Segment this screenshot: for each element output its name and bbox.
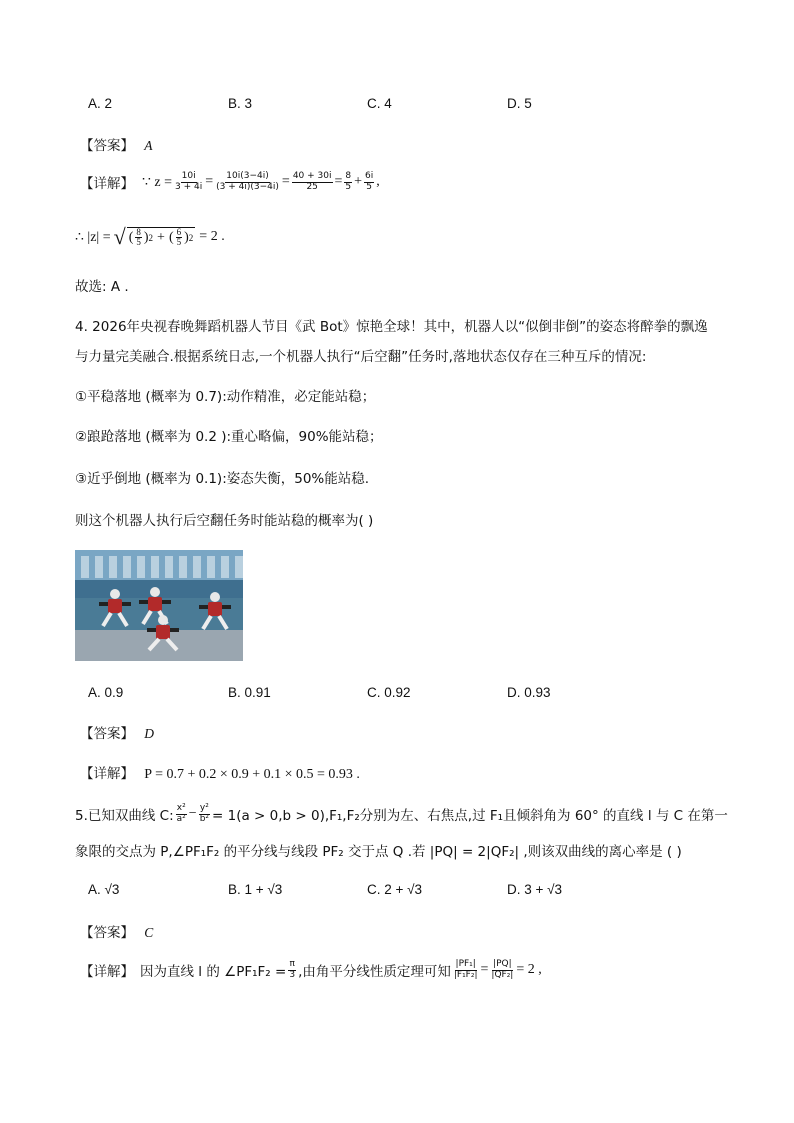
step2-result: = 2 . [199,229,225,244]
detail-label: 【详解】 [80,964,134,980]
answer-value: C [144,925,154,940]
q5-stem-rest: = 1(a > 0,b > 0),F₁,F₂分别为左、右焦点,过 F₁且倾斜角为 60° 的直线 l 与 C 在第一 [212,808,728,824]
q3-option-d: D. 5 [507,96,532,111]
robot-dance-photo [75,550,243,661]
fraction: $\frac{\text{|PF₁|}}{\text{|F₁F₂|}}$ [453,959,478,980]
fraction: $\frac{\text{x²}}{\text{a²}}$ [176,803,186,824]
q4-option-a: A. 0.9 [88,685,124,700]
q4-detail-row [80,762,360,783]
q5-option-b: B. 1 + √3 [228,882,283,897]
fraction: $\frac{\text{y²}}{\text{b²}}$ [199,803,210,824]
q3-detail-step2: ∴ |z| = √ ( $\frac{8}{5}$ ) 2 + ( $\frac{6}{5}$ ) 2 = 2 . [75,224,225,249]
q3-conclusion: 故选: A . [75,279,129,295]
fraction: $\frac{40 + 30i}{25}$ [292,171,332,192]
q3-option-b: B. 3 [228,96,253,111]
q5-option-a: A. √3 [88,882,120,897]
q4-case-3: ③近乎倒地 (概率为 0.1):姿态失衡，50%能站稳. [75,471,370,487]
step2-prefix: ∴ |z| = [75,229,111,245]
q5-stem-line1: 5.已知双曲线 C: $\frac{\text{x²}}{\text{a²}}$ − $\frac{\text{y²}}{\text{b²}}$ = 1(a > 0,b > 0),F₁,F₂分别为左、右焦点,过 F₁且倾斜角为 60° 的直线 l 与 C 在第一 [75,803,728,824]
q4-option-b: B. 0.91 [228,685,271,700]
q4-option-d: D. 0.93 [507,685,551,700]
q4-case-1: ①平稳落地 (概率为 0.7):动作精准，必定能站稳； [75,389,376,405]
detail-label: 【详解】 [80,766,134,782]
fraction: $\frac{10i}{3 + 4i}$ [175,171,203,192]
q4-stem-line2: 与力量完美融合.根据系统日志,一个机器人执行“后空翻”任务时,落地状态仅存在三种互斥的情况: [75,349,647,365]
answer-label: 【答案】 [80,726,134,742]
q5-option-c: C. 2 + √3 [367,882,423,897]
q3-detail-step1: 【详解】 ∵ z = $\frac{10i}{3 + 4i}$ = $\frac{10i(3-4i)}{(3 + 4i)(3-4i)}$ = $\frac{40 + 30i}{25}$ = $\frac{8}{5}$ + $\frac{6i}{5}$ , [80,171,380,192]
q3-answer-row [80,134,153,154]
answer-label: 【答案】 [80,138,134,154]
q3-option-c: C. 4 [367,96,392,111]
q5-detail-end: = 2 , [516,962,542,977]
q4-answer-row [80,722,154,742]
fraction: $\frac{|PQ|}{\text{|QF₂|}}$ [491,959,514,980]
answer-value: D [144,726,155,741]
step1-prefix: ∵ z = [142,174,173,190]
q5-answer-row [80,921,153,941]
q4-stem-line1: 4. 2026年央视春晚舞蹈机器人节目《武 Bot》惊艳全球！其中，机器人以“似倒非倒”的姿态将醉拳的飘逸 [75,319,708,335]
q4-option-c: C. 0.92 [367,685,411,700]
answer-label: 【答案】 [80,925,134,941]
q5-detail-row: 【详解】 因为直线 l 的 ∠PF₁F₂ = $\frac{\pi}{3}$ ,由角平分线性质定理可知 $\frac{\text{|PF₁|}}{\text{|F₁F₂|}}$ = $\frac{|PQ|}{\text{|QF₂|}}$ = 2 , [80,959,542,980]
q4-case-2: ②踉跄落地 (概率为 0.2 ):重心略偏，90%能站稳； [75,429,383,445]
fraction: $\frac{6i}{5}$ [365,171,374,192]
fraction: $\frac{8}{5}$ [345,171,352,192]
q5-stem-line2: 象限的交点为 P,∠PF₁F₂ 的平分线与线段 PF₂ 交于点 Q .若 |PQ| = 2|QF₂| ,则该双曲线的离心率是 ( ) [75,844,682,860]
q5-detail-mid: ,由角平分线性质定理可知 [298,964,451,980]
q4-detail-formula: P = 0.7 + 0.2 × 0.9 + 0.1 × 0.5 = 0.93 . [144,767,360,782]
fraction: $\frac{10i(3-4i)}{(3 + 4i)(3-4i)}$ [216,171,279,192]
q5-stem-start: 5.已知双曲线 C: [75,808,174,824]
detail-label: 【详解】 [80,176,134,192]
q3-option-a: A. 2 [88,96,113,111]
q5-option-d: D. 3 + √3 [507,882,563,897]
q5-detail-start: 因为直线 l 的 ∠PF₁F₂ = [140,964,287,980]
q4-question: 则这个机器人执行后空翻任务时能站稳的概率为( ) [75,513,374,529]
fraction: $\frac{\pi}{3}$ [289,959,296,980]
answer-value: A [144,138,153,153]
